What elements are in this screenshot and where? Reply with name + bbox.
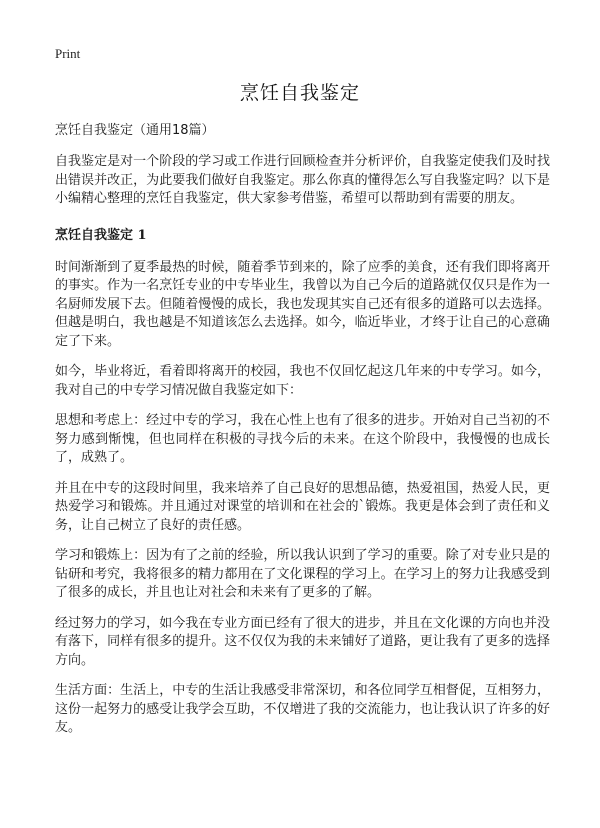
body-paragraph: 经过努力的学习，如今我在专业方面已经有了很大的进步，并且在文化课的方向也并没有落下，同样有很多的提升。这不仅仅为我的未来铺好了道路，更让我有了更多的选择方向。 (55, 615, 550, 668)
intro-paragraph: 自我鉴定是对一个阶段的学习或工作进行回顾检查并分析评价，自我鉴定使我们及时找出错误并改正，为此要我们做好自我鉴定。那么你真的懂得怎么写自我鉴定吗？以下是小编精心整理的烹饪自我鉴定，供大家参考借鉴，希望可以帮助到有需要的朋友。 (55, 154, 550, 206)
body-paragraph: 学习和锻炼上：因为有了之前的经验，所以我认识到了学习的重要。除了对专业只是的钻研和考究，我将很多的精力都用在了文化课程的学习上。在学习上的努力让我感受到了很多的成长，并且也让对社会和未来有了更多的了解。 (55, 548, 550, 600)
document-body (55, 122, 550, 750)
print-link[interactable]: Print (55, 46, 81, 61)
document-title: 烹饪自我鉴定 (239, 82, 360, 104)
body-paragraph: 时间渐渐到了夏季最热的时候，随着季节到来的，除了应季的美食，还有我们即将离开的事实。作为一名烹饪专业的中专毕业生，我曾以为自己今后的道路就仅仅只是作为一名厨师发展下去。但随着慢慢的成长，我也发现其实自己还有很多的道路可以去选择。但越是明白，我也越是不知道该怎么去选择。如今，临近毕业，才终于让自己的心意确定了下来。 (55, 259, 550, 349)
body-paragraph: 并且在中专的这段时间里，我来培养了自己良好的思想品德，热爱祖国，热爱人民，更热爱学习和锻炼。并且通过对课堂的培训和在社会的`锻炼。我更是体会到了责任和义务，让自己树立了良好的责任感。 (55, 480, 550, 533)
body-paragraph: 思想和考虑上：经过中专的学习，我在心性上也有了很多的进步。开始对自己当初的不努力感到惭愧，但也同样在积极的寻找今后的未来。在这个阶段中，我慢慢的也成长了，成熟了。 (55, 413, 550, 465)
body-paragraph: 生活方面：生活上，中专的生活让我感受非常深切，和各位同学互相督促，互相努力，这份一起努力的感受让我学会互助，不仅增进了我的交流能力，也让我认识了许多的好友。 (55, 683, 550, 735)
section-heading: 烹饪自我鉴定 1 (55, 227, 147, 243)
body-paragraph: 如今，毕业将近，看着即将离开的校园，我也不仅回忆起这几年来的中专学习。如今，我对自己的中专学习情况做自我鉴定如下： (55, 364, 550, 398)
document-subtitle: 烹饪自我鉴定（通用18篇） (55, 123, 215, 138)
